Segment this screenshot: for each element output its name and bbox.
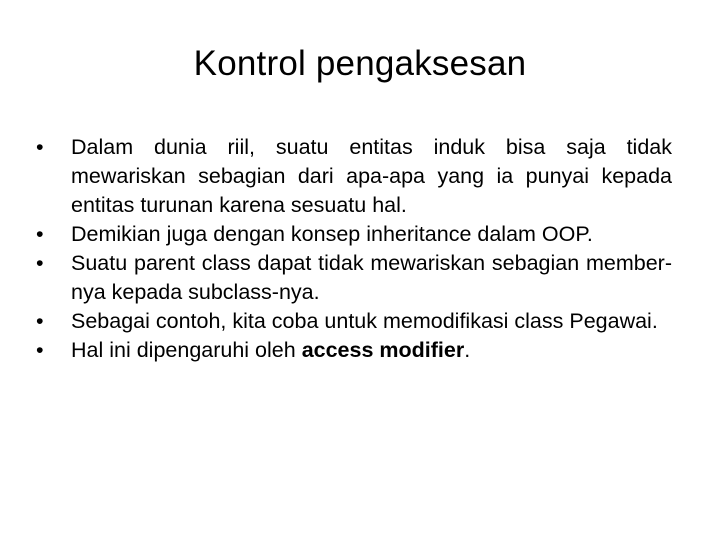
slide-title: Kontrol pengaksesan <box>193 44 527 83</box>
bullet-text: Demikian juga dengan konsep inheritance dalam OOP. <box>71 222 593 246</box>
bullet-text: Suatu parent class dapat tidak mewariskan sebagian member-nya kepada subclass-nya. <box>71 251 672 304</box>
bullet-item <box>36 133 672 220</box>
bullet-text-prefix: Hal ini dipengaruhi oleh <box>71 338 302 362</box>
bullet-item <box>36 249 672 307</box>
bullet-dot-icon: • <box>36 135 44 159</box>
bullet-item <box>36 336 672 365</box>
bullet-item <box>36 307 672 336</box>
bullet-item <box>36 220 672 249</box>
bullet-dot-icon: • <box>36 338 44 362</box>
bullet-dot-icon: • <box>36 309 44 333</box>
bullet-text <box>71 338 470 362</box>
bullet-text-suffix: . <box>464 338 471 362</box>
bullet-text-emphasis: access modifier <box>301 338 465 362</box>
bullet-list <box>36 133 672 365</box>
bullet-text: Sebagai contoh, kita coba untuk memodifikasi class Pegawai. <box>71 309 658 333</box>
bullet-dot-icon: • <box>36 251 44 275</box>
bullet-dot-icon: • <box>36 222 44 246</box>
bullet-text: Dalam dunia riil, suatu entitas induk bisa saja tidak mewariskan sebagian dari apa-apa yang ia punyai kepada entitas turunan karena sesuatu hal. <box>71 135 672 217</box>
